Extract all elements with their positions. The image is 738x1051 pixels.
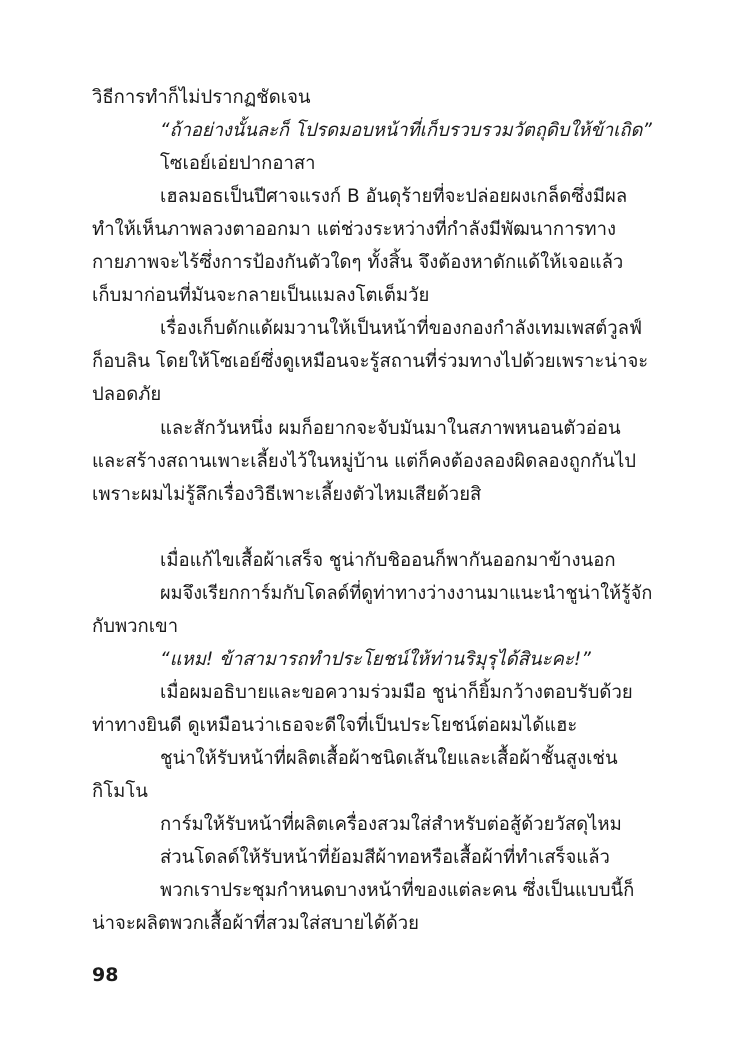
text-line: ก็อบลิน โดยให้โซเอย์ซึ่งดูเหมือนจะรู้สถานที่ร่วมทางไปด้วยเพราะน่าจะ: [92, 351, 649, 372]
text-line: กิโมโน: [92, 781, 148, 802]
text-line: เพราะผมไม่รู้ลึกเรื่องวิธีเพาะเลี้ยงตัวไหมเสียด้วยสิ: [92, 484, 482, 505]
text-line: และสักวันหนึ่ง ผมก็อยากจะจับมันมาในสภาพหนอนตัวอ่อน: [160, 418, 621, 439]
text-line: เฮลมอธเป็นปีศาจแรงก์ B อันดุร้ายที่จะปล่อยผงเกล็ดซึ่งมีผล: [160, 186, 628, 207]
text-line: พวกเราประชุมกำหนดบางหน้าที่ของแต่ละคน ซึ่งเป็นแบบนี้ก็: [160, 880, 635, 901]
text-line: ชูน่าให้รับหน้าที่ผลิตเสื้อผ้าชนิดเส้นใยและเสื้อผ้าชั้นสูงเช่น: [160, 748, 618, 769]
text-line: ท่าทางยินดี ดูเหมือนว่าเธอจะดีใจที่เป็นประโยชน์ต่อผมได้แฮะ: [92, 715, 578, 736]
text-line: กับพวกเขา: [92, 616, 179, 637]
text-line: น่าจะผลิตพวกเสื้อผ้าที่สวมใส่สบายได้ด้วย: [92, 913, 419, 934]
text-line: เมื่อผมอธิบายและขอความร่วมมือ ชูน่าก็ยิ้มกว้างตอบรับด้วย: [160, 682, 633, 703]
dialogue-line: “ถ้าอย่างนั้นละก็ โปรดมอบหน้าที่เก็บรวบรวมวัตถุดิบให้ข้าเถิด”: [160, 120, 652, 141]
text-line: เรื่องเก็บดักแด้ผมวานให้เป็นหน้าที่ของกองกำลังเทมเพสต์วูลฟ์: [160, 318, 643, 339]
page-number: 98: [92, 964, 119, 986]
text-line: ส่วนโดลด์ให้รับหน้าที่ย้อมสีผ้าทอหรือเสื้อผ้าที่ทำเสร็จแล้ว: [160, 847, 610, 868]
text-line: กายภาพจะไร้ซึ่งการป้องกันตัวใดๆ ทั้งสิ้น จึงต้องหาดักแด้ให้เจอแล้ว: [92, 252, 624, 273]
text-line: เก็บมาก่อนที่มันจะกลายเป็นแมลงโตเต็มวัย: [92, 285, 430, 306]
text-line: และสร้างสถานเพาะเลี้ยงไว้ในหมู่บ้าน แต่ก็คงต้องลองผิดลองถูกกันไป: [92, 451, 636, 472]
dialogue-line: “แหม! ข้าสามารถทำประโยชน์ให้ท่านริมุรุได้สินะคะ!”: [160, 649, 591, 670]
text-line: ปลอดภัย: [92, 384, 162, 405]
text-line: โซเอย์เอ่ยปากอาสา: [160, 153, 316, 174]
text-line: ทำให้เห็นภาพลวงตาออกมา แต่ช่วงระหว่างที่กำลังมีพัฒนาการทาง: [92, 219, 617, 240]
text-line: ผมจึงเรียกการ์มกับโดลด์ที่ดูท่าทางว่างงานมาแนะนำชูน่าให้รู้จัก: [160, 583, 653, 604]
text-line: การ์มให้รับหน้าที่ผลิตเครื่องสวมใส่สำหรับต่อสู้ด้วยวัสดุไหม: [160, 814, 622, 835]
text-line: เมื่อแก้ไขเสื้อผ้าเสร็จ ชูน่ากับชิออนก็พากันออกมาข้างนอก: [160, 550, 616, 571]
text-line: วิธีการทำก็ไม่ปรากฏชัดเจน: [92, 87, 311, 108]
